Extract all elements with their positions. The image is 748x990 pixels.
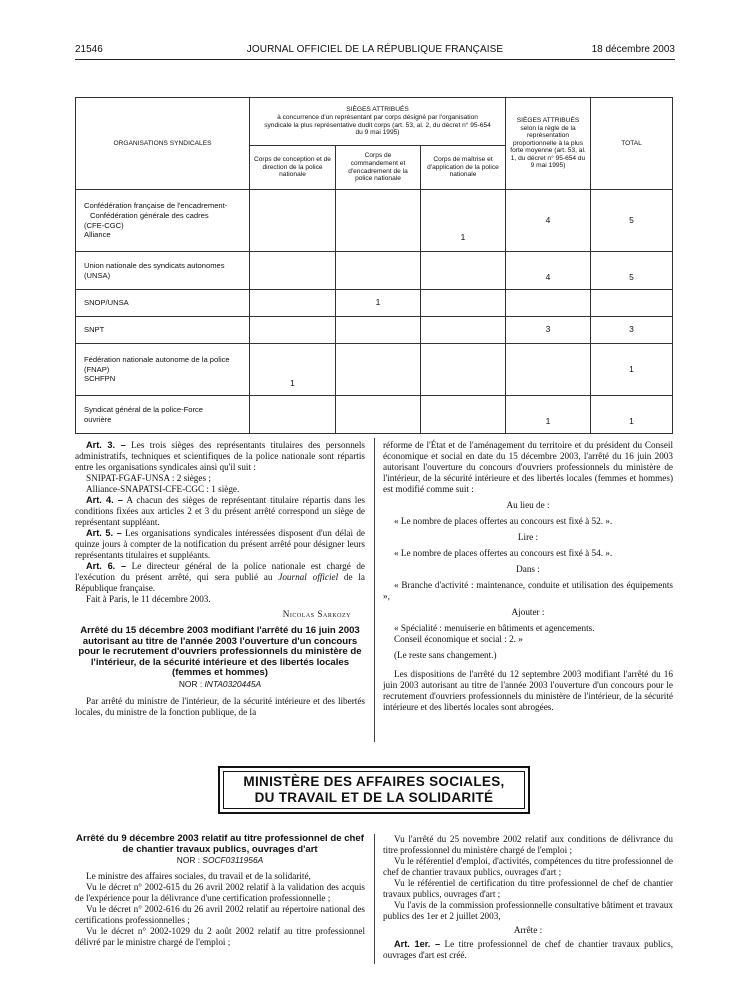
col-header-total: TOTAL (591, 98, 673, 190)
union-seats-table (75, 97, 673, 434)
cell-corps-maitrise (421, 252, 506, 290)
article-5: Art. 5. – Les organisations syndicales intéressées disposent d'un délai de quinze jours à compter de la notification du présent arrêté pour désigner leurs représentants titulaires et suppléants. (75, 528, 365, 560)
col-header-corps-maitrise: Corps de maîtrise et d'application de la police nationale (421, 146, 506, 190)
reste-sans-changement: (Le reste sans changement.) (394, 650, 497, 660)
cell-total: 1 (591, 396, 673, 434)
cell-corps-conception (250, 396, 336, 434)
dispositions-abrogees: Les dispositions de l'arrêté du 12 septembre 2003 modifiant l'arrêté du 16 juin 2003 autorisant au titre de l'année 2003 l'ouverture d'un concours pour le recrutement d'ouvriers professionnels du ministère de l'intérieur, de la sécurité intérieure et des libertés locales sont abrogées. (383, 669, 673, 712)
quote-specialite: « Spécialité : menuiserie en bâtiments et agencements. (394, 623, 595, 633)
article-6: Art. 6. – Le directeur général de la police nationale est chargé de l'exécution du présent arrêté, qui sera publié au Journal officiel de la République française. (75, 561, 366, 593)
nor-reference: NOR : SOCF0311956A (176, 855, 264, 866)
article-4: Art. 4. – A chacun des sièges de représentant titulaire répartis dans les conditions fixées aux articles 2 et 3 du présent arrêté correspond un siège de représentant suppléant. (75, 495, 366, 527)
col-header-sieges-proportionnelle (506, 98, 591, 190)
table-row (76, 290, 673, 317)
cell-corps-commandement (336, 252, 421, 290)
cell-total (591, 290, 673, 317)
header-rule (75, 59, 675, 60)
left-text-column (75, 440, 365, 718)
cell-corps-commandement: 1 (336, 290, 421, 317)
quote-conseil: Conseil économique et social : 2. » (394, 634, 523, 644)
au-lieu-de: Au lieu de : (506, 500, 550, 510)
arrete-label: Arrête : (513, 925, 543, 935)
table-row (76, 396, 673, 434)
paragraph: Vu l'avis de la commission professionnelle consultative bâtiment et travaux publics des 1er et 2 juillet 2003, (383, 900, 673, 921)
dans: Dans : (516, 564, 540, 574)
sieges-title: SIÈGES ATTRIBUÉS (346, 106, 409, 114)
ministry-heading-box (218, 766, 530, 814)
cell-proportionnelle: 4 (506, 252, 591, 290)
cell-total: 3 (591, 317, 673, 344)
lire: Lire : (517, 532, 539, 542)
journal-title: JOURNAL OFFICIEL DE LA RÉPUBLIQUE FRANÇAISE (246, 44, 504, 55)
table-row (76, 317, 673, 344)
bottom-right-column (383, 834, 673, 961)
right-text-column (383, 440, 673, 713)
nor-reference: NOR : INTA0320445A (178, 678, 262, 689)
page-header (75, 44, 675, 60)
paragraph: Le ministre des affaires sociales, du travail et de la solidarité, (86, 871, 311, 882)
paragraph: Vu le décret n° 2002-1029 du 2 août 2002 relatif au titre professionnel délivré par le ministre chargé de l'emploi ; (75, 926, 365, 948)
article-3: Art. 3. – Les trois sièges des représentants titulaires des personnels administratifs, techniques et scientifiques de la police nationale sont répartis entre les organisations syndicales ainsi qu'il suit : (75, 440, 365, 472)
article-1: Art. 1er. – Le titre professionnel de chef de chantier travaux publics, ouvrages d'art est créé. (383, 939, 673, 960)
article-3-item: Alliance-SNAPATSI-CFE-CGC : 1 siège. (86, 484, 240, 494)
quote-new: « Le nombre de places offertes au concours est fixé à 54. ». (394, 548, 613, 558)
column-divider (374, 438, 375, 742)
arrete-body: réforme de l'État et de l'aménagement du territoire et du président du Conseil économique et social en date du 15 décembre 2003, l'arrêté du 16 juin 2003 autorisant l'ouverture du concours d'ouvriers professionnels du ministère de l'intérieur, de la sécurité intérieure et des libertés locales (femmes et hommes) est modifié comme suit : (383, 440, 673, 494)
article-3-item: SNIPAT-FGAF-UNSA : 2 sièges ; (86, 473, 211, 483)
arrete-intro: Par arrêté du ministre de l'intérieur, de la sécurité intérieure et des libertés locales, du ministre de la fonction publique, de la (75, 695, 365, 717)
org-cell: Syndicat général de la police-Force ouvrière (76, 396, 250, 434)
cell-total: 1 (591, 344, 673, 396)
table-row (76, 344, 673, 396)
signature: Nicolas Sarkozy (282, 609, 351, 619)
org-cell: SNPT (76, 317, 250, 344)
paragraph: Vu le décret n° 2002-616 du 26 avril 2002 relatif au répertoire national des certifications professionnelles ; (75, 904, 365, 926)
prop-title: SIÈGES ATTRIBUÉS (516, 116, 580, 124)
org-cell: Union nationale des syndicats autonomes (UNSA) (76, 252, 250, 290)
paragraph: Vu le référentiel d'emploi, d'activités, compétences du titre professionnel de chef de chantier travaux publics, ouvrages d'art ; (383, 856, 673, 877)
org-cell: Fédération nationale autonome de la police (FNAP) SCHFPN (76, 344, 250, 396)
cell-corps-commandement (336, 190, 421, 252)
org-cell: Confédération française de l'encadrement- Confédération générale des cadres (CFE-CGC) Alliance (76, 190, 250, 252)
col-header-corps-commandement: Corps de commandement et d'encadrement de la police nationale (336, 146, 421, 190)
quote-old: « Le nombre de places offertes au concours est fixé à 52. ». (394, 516, 613, 526)
page-number: 21546 (75, 44, 103, 55)
cell-proportionnelle: 4 (506, 190, 591, 252)
arrete-title: Arrêté du 9 décembre 2003 relatif au titre professionnel de chef de chantier travaux publics, ouvrages d'art (76, 833, 364, 855)
col-header-sieges-corps (250, 98, 506, 146)
paragraph: Vu le décret n° 2002-615 du 26 avril 2002 relatif à la validation des acquis de l'expérience pour la délivrance d'une certification professionnelle ; (75, 882, 365, 904)
cell-corps-conception (250, 290, 336, 317)
sieges-subtitle: à concurrence d'un représentant par corps désigné par l'organisation syndicale la plus représentative dudit corps (art. 53, al. 2, du décret n° 95-654 du 9 mai 1995) (264, 113, 491, 137)
cell-corps-maitrise (421, 396, 506, 434)
cell-corps-conception (250, 190, 336, 252)
col-header-corps-conception: Corps de conception et de direction de la police nationale (250, 146, 336, 190)
ajouter: Ajouter : (511, 607, 545, 617)
done-at: Fait à Paris, le 11 décembre 2003. (86, 594, 211, 604)
cell-corps-conception: 1 (250, 344, 336, 396)
ministry-line-2: DU TRAVAIL ET DE LA SOLIDARITÉ (254, 790, 494, 805)
cell-proportionnelle: 1 (506, 396, 591, 434)
cell-corps-maitrise: 1 (421, 190, 506, 252)
paragraph: Vu le référentiel de certification du titre professionnel de chef de chantier travaux publics, ouvrages d'art ; (383, 878, 673, 899)
cell-corps-conception (250, 252, 336, 290)
column-divider (374, 834, 375, 964)
cell-proportionnelle: 3 (506, 317, 591, 344)
org-cell: SNOP/UNSA (76, 290, 250, 317)
cell-corps-commandement (336, 396, 421, 434)
cell-corps-conception (250, 317, 336, 344)
cell-corps-maitrise (421, 344, 506, 396)
cell-corps-commandement (336, 317, 421, 344)
paragraph: Vu l'arrêté du 25 novembre 2002 relatif aux conditions de délivrance du titre professionnel du ministère chargé de l'emploi ; (383, 834, 673, 855)
cell-total: 5 (591, 190, 673, 252)
table-row (76, 190, 673, 252)
quote-branche: « Branche d'activité : maintenance, conduite et utilisation des équipements », (383, 580, 673, 601)
cell-proportionnelle (506, 344, 591, 396)
table-row (76, 252, 673, 290)
cell-corps-commandement (336, 344, 421, 396)
ministry-line-1: MINISTÈRE DES AFFAIRES SOCIALES, (243, 774, 505, 789)
issue-date: 18 décembre 2003 (591, 44, 675, 55)
cell-proportionnelle (506, 290, 591, 317)
cell-corps-maitrise (421, 290, 506, 317)
cell-total: 5 (591, 252, 673, 290)
arrete-title: Arrêté du 15 décembre 2003 modifiant l'arrêté du 16 juin 2003 autorisant au titre de l'année 2003 l'ouverture d'un concours pour le recrutement d'ouvriers professionnels du ministère de l'intérieur, de la sécurité intérieure et des libertés locales (femmes et hommes) (78, 625, 362, 679)
cell-corps-maitrise (421, 317, 506, 344)
bottom-left-column (75, 834, 365, 948)
col-header-organisations: ORGANISATIONS SYNDICALES (76, 98, 250, 190)
prop-subtitle: selon la règle de la représentation proportionnelle à la plus forte moyenne (art. 53, al. 1, du décret n° 95-654 du 9 mai 1995) (510, 124, 586, 170)
